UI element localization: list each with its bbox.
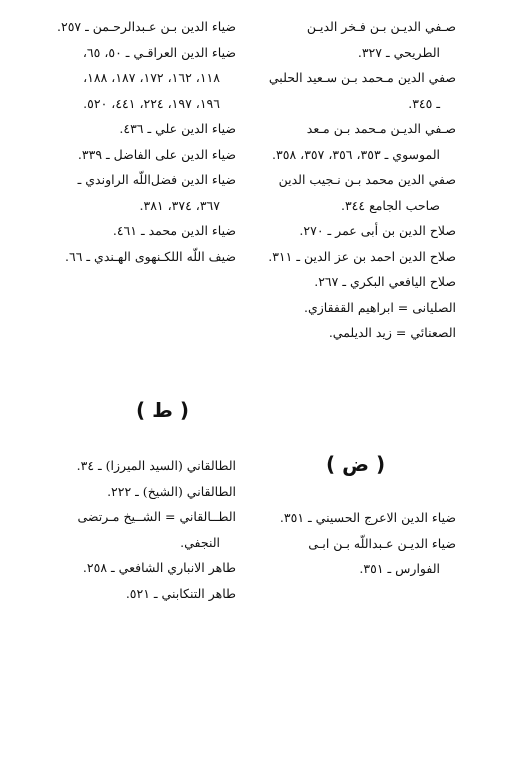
index-entry: ضياء الدين علي ـ ٤٣٦. [119, 121, 236, 136]
index-entry: ضياء الدين فضل‌اللّه الراوندي ـ ٣٦٧، ٣٧٤، ٣٨١. [77, 172, 236, 213]
index-entry: الطالقاني (السيد الميرزا) ـ ٣٤. [76, 458, 236, 473]
index-entry: ضياء الدين العراقـي ـ ٥٠، ٦٥، ١١٨، ١٦٢، ١٧٢، ١٨٧، ١٨٨، ١٩٦، ١٩٧، ٢٢٤، ٤٤١، ٥٢٠. [82, 44, 236, 111]
index-entry: ضياء الدين الاعرج الحسيني ـ ٣٥١. [279, 510, 456, 525]
index-entry: صـفي الديـن بـن فـخر الديـن الطريحي ـ ٣٢٧. [306, 19, 456, 60]
index-entry: صفي الدين مـحمد بـن سـعيد الحلبي ـ ٣٤٥. [268, 70, 456, 111]
index-entry: صلاح الدين بن أبى عمر ـ ٢٧٠. [299, 223, 456, 238]
index-cross-reference: الطــالقاني = الشــيخ مـرتضى النجفي. [77, 509, 236, 550]
index-column-left-bottom [61, 453, 236, 606]
index-entry: ضياء الديـن عـبداللّه بـن ابـى الفوارس ـ ٣٥١. [308, 535, 456, 576]
index-entry: ضياء الدين محمد ـ ٤٦١. [112, 223, 236, 238]
index-column-right-bottom [266, 505, 456, 582]
index-entry: الطالقاني (الشيخ) ـ ٢٢٢. [107, 483, 236, 499]
index-entry: ضياء الدين بـن عـبدالرحـمن ـ ٢٥٧. [57, 19, 236, 34]
index-entry: ضيف اللّه اللكـنهوى الهـندي ـ ٦٦. [65, 248, 236, 264]
index-entry: صلاح اليافعي البكري ـ ٢٦٧. [314, 274, 456, 289]
index-entry: صـفي الديـن مـحمد بـن مـعد الموسوي ـ ٣٥٣، ٣٥٦، ٣٥٧، ٣٥٨. [272, 121, 456, 162]
index-column-right-top [266, 14, 456, 346]
index-cross-reference: الصليانى = ابراهيم القفقازي. [304, 299, 456, 315]
section-heading-daad: ( ض ) [326, 452, 386, 476]
index-entry: طاهر الانباري الشافعي ـ ٢٥٨. [82, 560, 236, 575]
index-entry: صلاح الدين احمد بن عز الدين ـ ٣١١. [268, 248, 456, 264]
index-entry: طاهر التنكابني ـ ٥٢١. [125, 585, 236, 601]
index-entry: ضياء الدين على الفاضل ـ ٣٣٩. [77, 146, 236, 162]
index-cross-reference: الصعنائي = زيد الديلمي. [328, 325, 456, 340]
index-entry: صفي الدين محمد بـن نـجيب الدين صاحب الجامع ٣٤٤. [278, 172, 456, 213]
section-heading-taa: ( ط ) [136, 398, 189, 422]
index-column-left-top [56, 14, 236, 269]
